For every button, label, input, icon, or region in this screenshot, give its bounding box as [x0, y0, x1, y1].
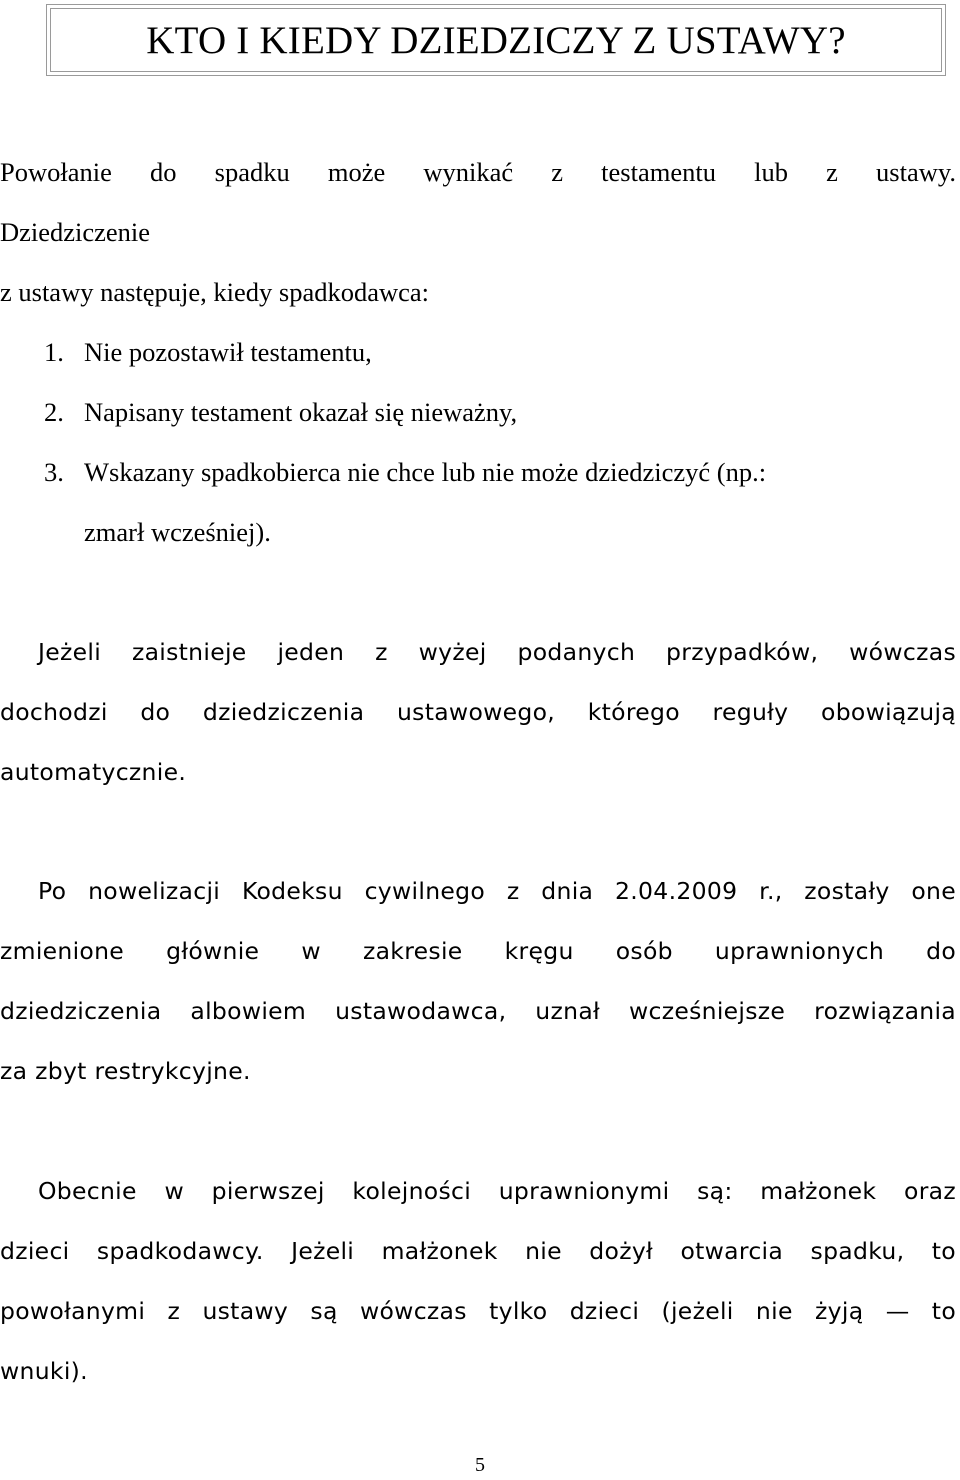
intro-line-2: Dziedziczenie — [0, 217, 151, 247]
list-item-text: Wskazany spadkobierca nie chce lub nie może dziedziczyć (np.: — [84, 457, 767, 487]
paragraph-line: za zbyt restrykcyjne. — [0, 1057, 251, 1085]
list-item-number: 3. — [44, 457, 64, 487]
paragraph-ustawowe — [0, 622, 956, 802]
paragraph-line: dzieci spadkodawcy. Jeżeli małżonek nie dożył otwarcia spadku, to — [0, 1237, 956, 1265]
paragraph-line: dziedziczenia albowiem ustawodawca, uznał wcześniejsze rozwiązania — [0, 997, 956, 1025]
page-title: KTO I KIEDY DZIEDZICZY Z USTAWY? — [146, 18, 846, 62]
intro-line-3: z ustawy następuje, kiedy spadkodawca: — [0, 277, 430, 307]
paragraph-line: Obecnie w pierwszej kolejności uprawnionymi są: małżonek oraz — [38, 1177, 956, 1205]
paragraph-line: wnuki). — [0, 1357, 88, 1385]
page-number: 5 — [475, 1454, 485, 1476]
list-item-continuation: zmarł wcześniej). — [84, 517, 271, 547]
paragraph-nowelizacja — [0, 861, 956, 1101]
title-box — [46, 4, 946, 76]
intro-paragraph — [0, 142, 956, 322]
paragraph-line: automatycznie. — [0, 758, 187, 786]
intro-line-1: Powołanie do spadku może wynikać z testamentu lub z ustawy. — [0, 157, 956, 187]
paragraph-line: powołanymi z ustawy są wówczas tylko dzieci (jeżeli nie żyją — to — [0, 1297, 956, 1325]
paragraph-line: Po nowelizacji Kodeksu cywilnego z dnia 2.04.2009 r., zostały one — [38, 877, 956, 905]
paragraph-line: zmienione głównie w zakresie kręgu osób uprawnionych do — [0, 937, 956, 965]
list-item — [0, 442, 956, 502]
paragraph-line: Jeżeli zaistnieje jeden z wyżej podanych przypadków, wówczas — [38, 638, 956, 666]
list-item-number: 1. — [44, 337, 64, 367]
paragraph-kolejnosc — [0, 1161, 956, 1401]
conditions-list — [0, 322, 956, 562]
paragraph-line: dochodzi do dziedziczenia ustawowego, którego reguły obowiązują — [0, 698, 956, 726]
list-item — [0, 382, 956, 442]
list-item-text: Nie pozostawił testamentu, — [84, 337, 372, 367]
list-item — [0, 322, 956, 382]
list-item-number: 2. — [44, 397, 64, 427]
list-item-text: Napisany testament okazał się nieważny, — [84, 397, 518, 427]
